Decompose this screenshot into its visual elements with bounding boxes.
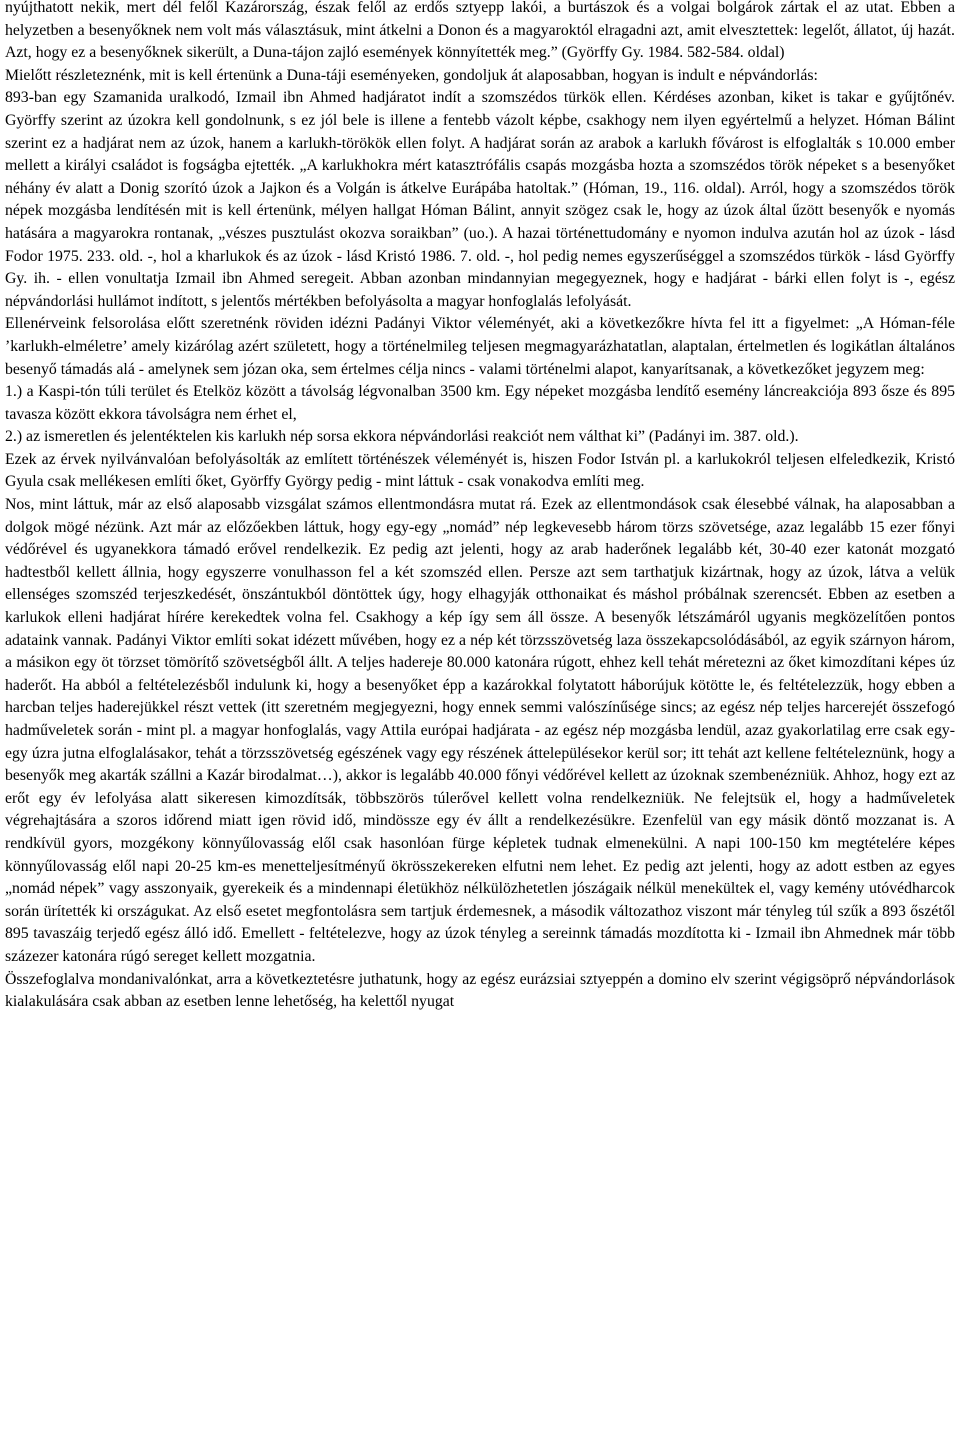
paragraph-intro-question: Mielőtt részleteznénk, mit is kell értenünk a Duna-táji eseményeken, gondoljuk át alaposabban, hogyan is indult e népvándorlás: xyxy=(5,66,818,84)
paragraph-point-2: 2.) az ismeretlen és jelentéktelen kis karlukh nép sorsa ekkora népvándorlási reakciót nem válthat ki” (Padányi im. 387. old.). xyxy=(5,428,799,446)
paragraph-historians-reaction: Ezek az érvek nyilvánvalóan befolyásolták az említett történészek véleményét is, hiszen Fodor István pl. a karlukokról teljesen elfeledkezik, Kristó Gyula csak mellékesen említi őket, Györffy György pedig - mint láttuk - csak vonakodva említi meg. xyxy=(5,450,955,491)
paragraph-contradictions: Nos, mint láttuk, már az első alaposabb vizsgálat számos ellentmondásra mutat rá. Ezek az ellentmondások csak élesebbé válnak, ha alaposabban a dolgok mögé nézünk. Azt már az előzőekben láttuk, hogy egy-egy „nomád” nép legkevesebb három törzs szövetsége, azaz legalább 15 ezer főnyi védőrével és ugyanekkora támadó erővel rendelkezik. Ez pedig azt jelenti, hogy az arab haderőnek legalább két, 30-40 ezer katonát mozgató hadtestből kellett állnia, hogy egyszerre vonulhasson fel a két szomszéd ellen. Persze azt sem tarthatjuk kizártnak, hogy az úzok, látva a velük ellenséges szomszéd terjeszkedését, önszántukból döntöttek úgy, hogy elhagyják otthonaikat és máshol próbálnak szerencsét. Ebben az esetben a karlukok elleni hadjárat hírére kerekedtek volna fel. Csakhogy a kép így sem áll össze. A besenyők létszámáról ugyanis megközelítően pontos adataink vannak. Padányi Viktor említi sokat idézett művében, hogy ez a nép két törzsszövetség laza összekapcsolódásából, az egyik szárnyon három, a másikon egy öt törzset tömörítő szövetségből állt. A teljes hadereje 80.000 katonára rúgott, ehhez kell tehát méretezni az őket kimozdítani képes úz haderőt. Ha abból a feltételezésből indulunk ki, hogy a besenyőket épp a kazárokkal folytatott háborújuk kötötte le, és feltételezzük, hogy ebben a harcban teljes haderejükkel részt vettek (itt szeretném megjegyezni, hogy ennek semmi valószínűsége sincs; az egész nép teljes harcerejét összefogó hadműveletek során - mint pl. a magyar honfoglalás, vagy Attila európai hadjárata - az egész nép mozgásba lendül, azaz gyakorlatilag erre csak egy-egy úzra jutna elfoglalásakor, tehát a törzsszövetség egészének vagy egy részének áttelepülésekor kerül sor; itt tehát azt kellene feltételeznünk, hogy a besenyők meg akarták szállni a Kazár birodalmat…), akkor is legalább 40.000 főnyi védőrével kellett az úzoknak szembenézniük. Ahhoz, hogy ezt az erőt egy év lefolyása alatt sikeresen kimozdítsák, többszörös túlerővel kellett volna rendelkezniük. Ne felejtsük el, hogy a hadműveletek végrehajtására a szoros időrend miatt igen rövid idő, mindössze egy év állt a rendelkezésükre. Ezenfelül van egy másik döntő mozzanat is. A rendkívül gyors, mozgékony könnyűlovasság elől csak hasonlóan fürge képletek tudnak elmenekülni. A napi 100-150 km megtételére képes könnyűlovasság elől napi 20-25 km-es menetteljesítményű ökrösszekereken elfutni nem lehet. Ez pedig azt jelenti, hogy az adott estben az egyes „nomád népek” vagy asszonyaik, gyerekeik és a mindennapi életükhöz nélkülözhetetlen jószágaik nélkül menekültek el, vagy kemény utóvédharcok során ürítették ki országukat. Az első esetet megfontolásra sem tartjuk érdemesnek, a második változathoz viszont már tényleg túl szűk a 893 őszétől 895 tavaszáig terjedő egész álló idő. Emellett - feltételezve, hogy az úzok tényleg a sereinnk támadás mozdította ki - Izmail ibn Ahmednek már több százezer katonára rúgó sereget kellett mozgatnia. xyxy=(5,496,955,965)
paragraph-summary: Összefoglalva mondanivalónkat, arra a következtetésre juthatunk, hogy az egész eurázsiai sztyeppén a domino elv szerint végigsöprő népvándorlások kialakulására csak abban az esetben lenne lehetőség, ha kelettől nyugat xyxy=(5,970,955,1011)
paragraph-point-1: 1.) a Kaspi-tón túli terület és Etelköz között a távolság légvonalban 3500 km. Egy népeket mozgásba lendítő esemény láncreakciója 893 ősze és 895 tavasza között ekkora távolságra nem érhet el, xyxy=(5,383,955,423)
paragraph-padanyi-opinion: Ellenérveink felsorolása előtt szeretnénk röviden idézni Padányi Viktor véleményét, aki a következőkre hívta fel itt a figyelmet: „A Hóman-féle ’karlukh-elméletre’ amely kizárólag azért született, hogy a történelmileg teljesen megmagyarázhatatlan, alaptalan, értelmetlen és logikátlan általános besenyő támadás alá - amelynek sem józan oka, sem értelmes célja nincs - valami történelmi alapot, kanyarítsanak, a következőket jegyzem meg: xyxy=(5,315,955,378)
paragraph-gyorffy-quote-end: nyújthatott nekik, mert dél felől Kazárország, észak felől az erdős sztyepp lakói, a burtászok és a volgai bolgárok zártak el az utat. Ebben a helyzetben a besenyőknek nem volt más választásuk, mint átkelni a Donon és a magyaroktól elragadni azt, amit elvesztettek: legelőt, állatot, új hazát. Azt, hogy ez a besenyőknek sikerült, a Duna-tájon zajló események könnyítették meg.” (Györffy Gy. 1984. 582-584. oldal) xyxy=(5,0,955,62)
paragraph-893-campaign: 893-ban egy Szamanida uralkodó, Izmail ibn Ahmed hadjáratot indít a szomszédos türkök ellen. Kérdéses azonban, kiket is takar e gyűjtőnév. Györffy szerint az úzokra kell gondolnunk, s ez jól bele is illene a fentebb vázolt képbe, csakhogy nem ilyen egyértelmű a helyzet. Hóman Bálint szerint ez a hadjárat nem az úzok, hanem a karlukh-törökök ellen folyt. A hadjárat során az arabok a karlukh fővárost is elfoglalták s 10.000 ember mellett a királyi családot is fogságba ejtették. „A karlukhokra mért katasztrófális csapás mozgásba hozta a szomszédos török népeket s a besenyőket néhány év alatt a Donig szorító úzok a Jajkon és a Volgán is átkelve Eurápába hatoltak.” (Hóman, 19., 116. oldal). Arról, hogy a szomszédos török népek mozgásba lendítésén mit is kell értenünk, mélyen hallgat Hóman Bálint, annyit szögez csak le, hogy az úzok által űzött besenyők e nyomás hatására a magyarokra rontanak, „vészes pusztulást okozva soraikban” (uo.). A hazai történettudomány e nyomon indulva azután hol az úzok - lásd Fodor 1975. 233. old. -, hol a kharlukok és az úzok - lásd Kristó 1986. 7. old. -, hol pedig nemes egyszerűséggel a szomszédos türkök - lásd Györffy Gy. ih. - ellen vonultatja Izmail ibn Ahmed seregeit. Abban azonban mindannyian megegyeznek, hogy e hadjárat - bárki ellen folyt is -, egész népvándorlási hullámot indított, s jelentős mértékben befolyásolta a magyar honfoglalás lefolyását. xyxy=(5,89,955,310)
